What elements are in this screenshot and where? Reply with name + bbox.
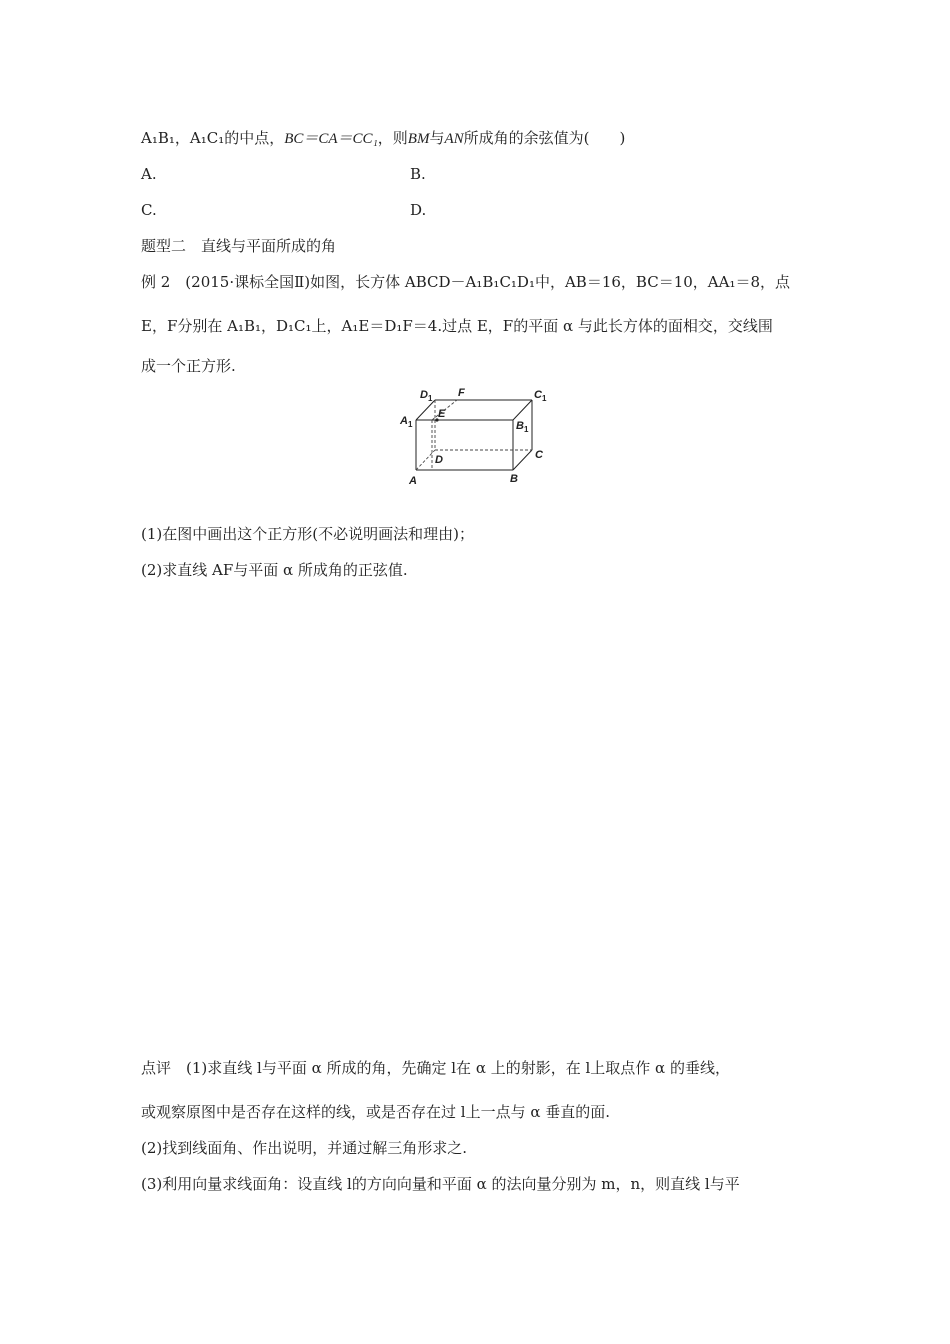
label-b1-sub: 1: [524, 425, 529, 434]
question-segment: A₁B₁，A₁C₁的中点，: [141, 129, 285, 147]
label-c1: C: [534, 389, 542, 401]
example-line-1: 例 2 (2015·课标全国Ⅱ)如图，长方体 ABCD－A₁B₁C₁D₁中，AB＝16，BC＝10，AA₁＝8，点: [141, 273, 791, 291]
label-c1-sub: 1: [542, 394, 547, 403]
label-a1: A: [400, 415, 408, 427]
option-a: A.: [141, 165, 157, 183]
question-segment-italic: BC＝CA＝CC₁: [284, 131, 378, 147]
comment-line-3: (2)找到线面角、作出说明，并通过解三角形求之.: [141, 1139, 468, 1157]
comment-line-4: (3)利用向量求线面角：设直线 l的方向向量和平面 α 的法向量分别为 m，n，则直线 l与平: [141, 1175, 740, 1193]
question-segment: 与: [429, 129, 445, 147]
label-e: E: [438, 408, 446, 420]
question-1: (1)在图中画出这个正方形(不必说明画法和理由)；: [141, 525, 474, 543]
label-f: F: [458, 387, 465, 399]
edge-a1-d1: [416, 400, 435, 420]
label-d1: D: [420, 389, 428, 401]
example-line-3: 成一个正方形.: [141, 357, 236, 375]
label-b: B: [510, 473, 518, 485]
label-c: C: [535, 449, 543, 461]
label-a: A: [409, 475, 417, 487]
label-b1: B: [516, 420, 524, 432]
label-a1-sub: 1: [408, 420, 413, 429]
option-d: D.: [410, 201, 427, 219]
section-title: 题型二 直线与平面所成的角: [141, 237, 337, 255]
question-segment: 所成角的余弦值为( ): [463, 129, 626, 147]
comment-line-1: 点评 (1)求直线 l与平面 α 所成的角，先确定 l在 α 上的射影，在 l上取点作 α 的垂线，: [141, 1059, 730, 1077]
label-d: D: [435, 454, 443, 466]
question-segment-italic: BM: [407, 131, 430, 147]
comment-line-2: 或观察原图中是否存在这样的线，或是否存在过 l上一点与 α 垂直的面.: [141, 1103, 611, 1121]
cuboid-figure: [392, 384, 562, 490]
option-c: C.: [141, 201, 157, 219]
label-d1-sub: 1: [428, 394, 433, 403]
question-segment: ，则: [377, 129, 408, 147]
edge-b-c: [513, 450, 532, 470]
question-2: (2)求直线 AF与平面 α 所成角的正弦值.: [141, 561, 408, 579]
question-segment-italic: AN: [444, 131, 464, 147]
question-stem-line: [141, 128, 625, 149]
option-b: B.: [410, 165, 426, 183]
edge-b1-c1: [513, 400, 532, 420]
example-line-2: E，F分别在 A₁B₁，D₁C₁上，A₁E＝D₁F＝4.过点 E，F的平面 α 与此长方体的面相交，交线围: [141, 317, 773, 335]
